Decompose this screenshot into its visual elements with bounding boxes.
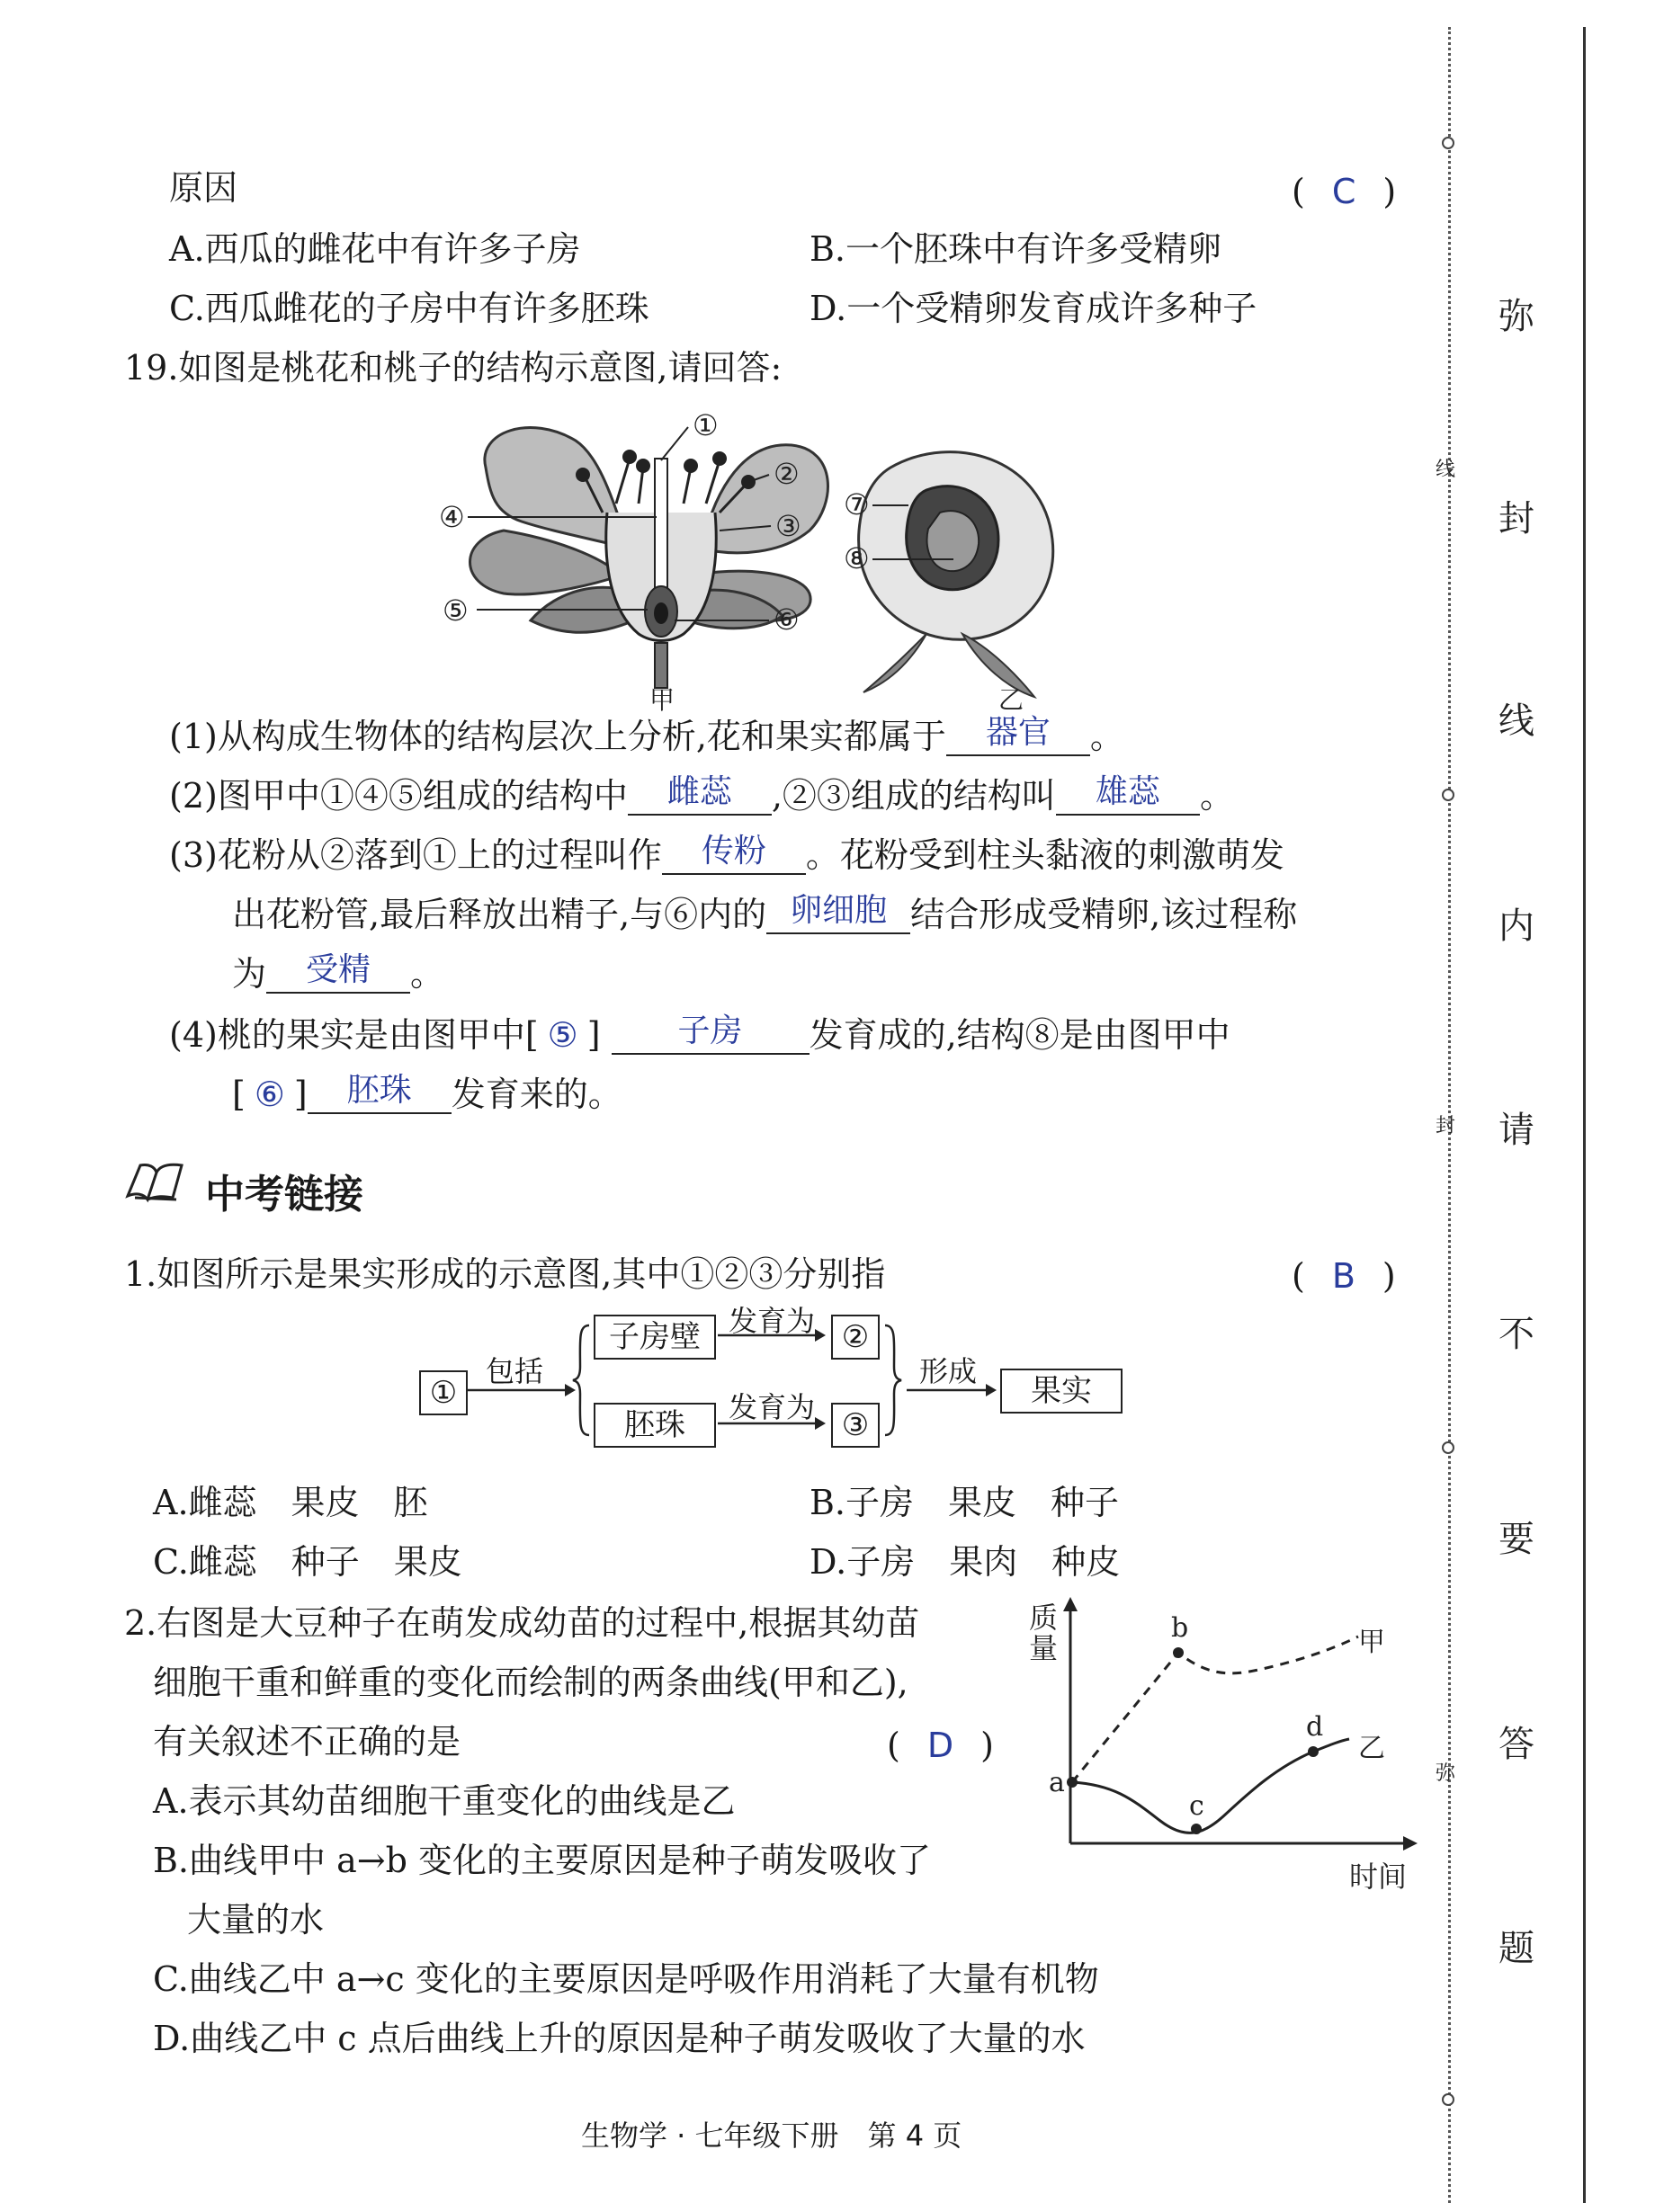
q19-part2-blank2 (1056, 773, 1200, 816)
point-c (1191, 1824, 1202, 1834)
label-5: ⑤ (443, 593, 469, 628)
point-c-label: c (1189, 1790, 1204, 1822)
margin-char: 封 (1498, 498, 1534, 540)
z1-option-d: D.子房 果肉 种皮 (810, 1542, 1121, 1582)
q19-part4-answer1: ⑤ (547, 1015, 578, 1055)
q19-part4-bracket: ] (586, 1015, 601, 1055)
q19-part3-line3 (232, 951, 445, 994)
flow-include-arrow (468, 1381, 576, 1399)
margin-char: 内 (1498, 905, 1534, 947)
point-d (1308, 1746, 1319, 1757)
q18-answer-paren: ( C ) (1292, 172, 1397, 211)
curve-yi (1072, 1739, 1349, 1833)
curve-yi-label: 乙 (1358, 1733, 1385, 1764)
margin-small-label: 线 (1436, 459, 1456, 481)
flow-develop-label-2: 发育为 (729, 1390, 816, 1424)
point-d-label: d (1306, 1711, 1324, 1743)
z2-option-a: A.表示其幼苗细胞干重变化的曲线是乙 (153, 1781, 736, 1821)
q19-part4-blank2 (612, 1012, 810, 1055)
q18-option-c: C.西瓜雌花的子房中有许多胚珠 (169, 289, 649, 328)
q19-part4-line2-end: 发育来的。 (451, 1075, 622, 1114)
flow-form-arrow (907, 1381, 997, 1399)
q19-stem: 19.如图是桃花和桃子的结构示意图,请回答: (124, 348, 783, 388)
flow-start-box: ① (419, 1370, 468, 1415)
label-7: ⑦ (844, 487, 870, 522)
mass-time-graph (1025, 1592, 1421, 1897)
z2-stem-line3: 有关叙述不正确的是 (153, 1722, 461, 1762)
q19-part3-line2-end: 结合形成受精卵,该过程称 (910, 895, 1298, 934)
q19-part2-mid: ,②③组成的结构叫 (771, 776, 1056, 816)
label-3: ③ (775, 509, 801, 543)
flow-node-3-box: ③ (831, 1403, 880, 1448)
margin-char: 答 (1498, 1724, 1534, 1765)
q19-part2-end: 。 (1199, 776, 1234, 816)
flow-ovule-box: 胚珠 (594, 1403, 716, 1448)
q18-option-d: D.一个受精卵发育成许多种子 (810, 289, 1257, 328)
z1-answer-paren: ( B ) (1292, 1256, 1396, 1296)
q19-part4-answer4: 胚珠 (346, 1072, 412, 1109)
point-b-label: b (1171, 1612, 1189, 1644)
q19-part4-line2-open: [ (232, 1075, 246, 1114)
q19-part4-line2 (232, 1072, 622, 1114)
margin-small-label: 封 (1436, 1115, 1456, 1137)
binding-solid-line (1583, 27, 1586, 2203)
q19-part1-answer: 器官 (985, 714, 1051, 751)
q19-part2-answer2: 雄蕊 (1095, 773, 1160, 810)
point-a-label: a (1049, 1767, 1065, 1798)
q19-part4-answer3: ⑥ (254, 1075, 285, 1114)
q19-part1 (169, 714, 1124, 756)
q18-option-a: A.西瓜的雌花中有许多子房 (169, 229, 581, 269)
q18-option-b: B.一个胚珠中有许多受精卵 (810, 229, 1222, 269)
q19-part3-line3-text: 为 (232, 954, 267, 994)
q19-part1-blank (946, 714, 1090, 756)
q19-part1-text: (1)从构成生物体的结构层次上分析,花和果实都属于 (169, 717, 946, 756)
flow-develop-arrow-1 (718, 1326, 826, 1344)
q18-answer: C (1331, 172, 1356, 211)
z2-answer: D (926, 1726, 954, 1765)
q19-part2-text: (2)图甲中①④⑤组成的结构中 (169, 776, 628, 816)
q19-part3-line2 (232, 892, 1298, 934)
margin-char: 不 (1498, 1314, 1534, 1355)
q19-part3-blank1 (662, 833, 806, 875)
q19-part4-answer2: 子房 (677, 1012, 743, 1049)
margin-char: 要 (1498, 1519, 1534, 1560)
q19-part4-blank4 (308, 1072, 452, 1114)
flow-left-brace (571, 1322, 593, 1439)
q19-part2 (169, 773, 1234, 816)
q19-part3-answer3: 受精 (306, 951, 371, 988)
q19-part2-answer1: 雌蕊 (666, 773, 732, 810)
flow-fruit-box: 果实 (1000, 1369, 1123, 1414)
z2-option-c: C.曲线乙中 a→c 变化的主要原因是呼吸作用消耗了大量有机物 (153, 1959, 1099, 1999)
binding-circle (1442, 789, 1454, 801)
margin-char: 线 (1498, 700, 1534, 742)
q19-part4-line2-close: ] (293, 1075, 308, 1114)
label-6: ⑥ (774, 602, 800, 637)
margin-char: 请 (1498, 1110, 1534, 1151)
q19-part3-line3-end: 。 (410, 954, 445, 994)
margin-char: 弥 (1498, 296, 1534, 337)
label-4: ④ (439, 500, 465, 534)
label-2: ② (774, 457, 800, 491)
flow-include-label: 包括 (486, 1354, 544, 1388)
point-b (1173, 1647, 1184, 1658)
q19-part4-text: (4)桃的果实是由图甲中[ (169, 1015, 539, 1055)
point-a (1067, 1777, 1078, 1788)
curve-jia-label: 甲 (1358, 1627, 1385, 1658)
label-8: ⑧ (844, 541, 870, 575)
label-1: ① (693, 408, 719, 442)
flow-develop-label-1: 发育为 (729, 1304, 816, 1338)
peach-fruit-drawing (859, 452, 1053, 697)
figure-label-jia: 甲 (649, 685, 675, 715)
binding-circle (1442, 137, 1454, 149)
q19-part1-end: 。 (1089, 717, 1124, 756)
q19-part4-line1 (169, 1012, 1230, 1055)
x-label: 时间 (1349, 1860, 1408, 1894)
y-label-1: 质 (1029, 1601, 1059, 1635)
flow-node-2-box: ② (831, 1315, 880, 1360)
z2-option-b-cont: 大量的水 (187, 1900, 325, 1940)
q19-part2-blank1 (628, 773, 772, 816)
margin-small-label: 弥 (1436, 1762, 1456, 1785)
q19-part3-answer1: 传粉 (701, 833, 766, 870)
binding-circle (1442, 2093, 1454, 2106)
z2-stem-line1: 2.右图是大豆种子在萌发成幼苗的过程中,根据其幼苗 (124, 1603, 920, 1643)
q18-stem: 原因 (169, 168, 238, 208)
flow-develop-arrow-2 (718, 1414, 826, 1432)
q19-part3-text: (3)花粉从②落到①上的过程叫作 (169, 835, 662, 875)
y-label-2: 量 (1029, 1631, 1059, 1665)
z1-stem: 1.如图所示是果实形成的示意图,其中①②③分别指 (124, 1254, 886, 1294)
flow-ovary-wall-box: 子房壁 (594, 1315, 716, 1360)
margin-char: 题 (1498, 1928, 1534, 1969)
q19-part3-line1 (169, 833, 1284, 875)
flow-form-label: 形成 (919, 1354, 978, 1388)
z1-option-c: C.雌蕊 种子 果皮 (153, 1542, 462, 1582)
q19-part3-blank3 (266, 951, 410, 994)
page-footer: 生物学 · 七年级下册 第 4 页 (581, 2118, 962, 2153)
binding-circle (1442, 1441, 1454, 1454)
q19-part4-mid: 发育成的,结构⑧是由图甲中 (809, 1015, 1230, 1055)
z2-stem-line2: 细胞干重和鲜重的变化而绘制的两条曲线(甲和乙), (153, 1663, 908, 1702)
z2-answer-paren: ( D ) (887, 1726, 994, 1765)
peach-figure (423, 405, 1106, 728)
q19-part3-blank2 (766, 892, 910, 934)
flow-right-brace (881, 1322, 903, 1439)
fruit-formation-diagram (414, 1304, 1151, 1448)
q19-part3-line2-text: 出花粉管,最后释放出精子,与⑥内的 (232, 895, 767, 934)
z1-option-b: B.子房 果皮 种子 (810, 1483, 1120, 1522)
section-title: 中考链接 (205, 1172, 363, 1217)
z2-option-b: B.曲线甲中 a→b 变化的主要原因是种子萌发吸收了 (153, 1841, 931, 1880)
z2-option-d: D.曲线乙中 c 点后曲线上升的原因是种子萌发吸收了大量的水 (153, 2019, 1086, 2058)
q19-part3-answer2: 卵细胞 (790, 892, 888, 929)
figure-label-yi: 乙 (998, 685, 1024, 715)
z1-answer: B (1331, 1256, 1355, 1296)
z1-option-a: A.雌蕊 果皮 胚 (153, 1483, 428, 1522)
curve-jia (1072, 1637, 1358, 1782)
q19-part3-mid: 。花粉受到柱头黏液的刺激萌发 (805, 835, 1284, 875)
book-icon (122, 1160, 191, 1203)
